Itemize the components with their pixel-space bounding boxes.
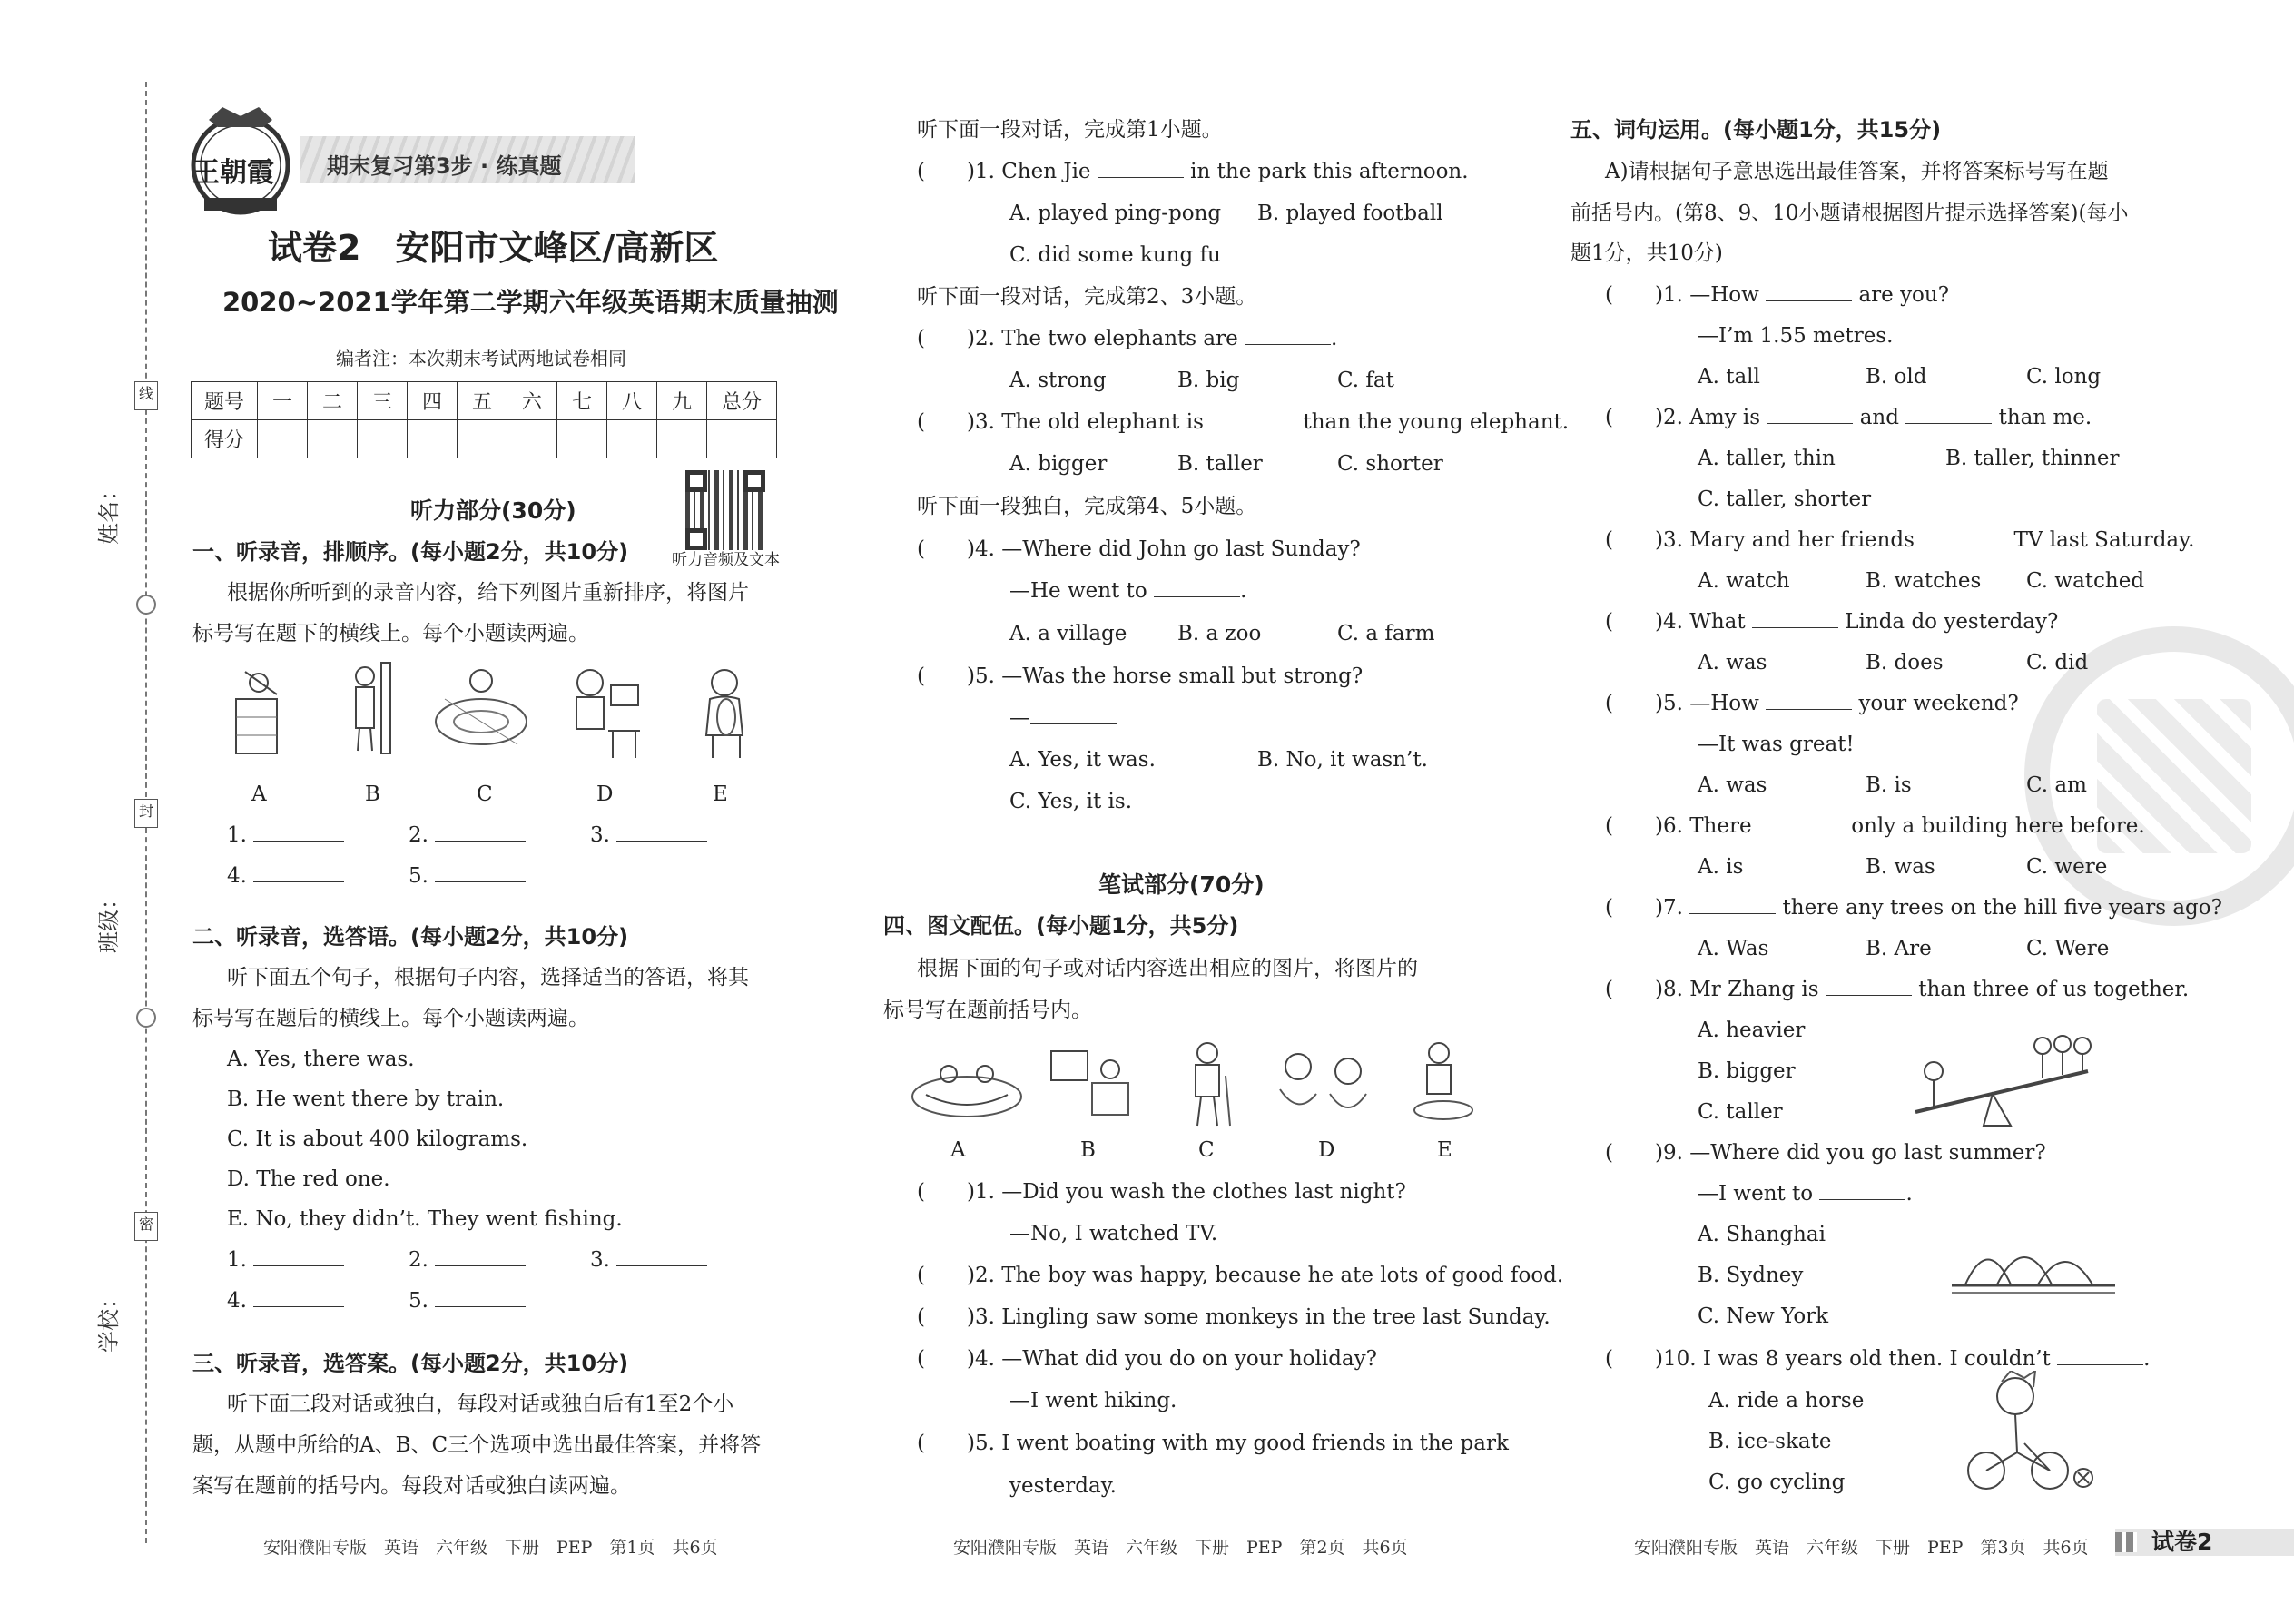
answer-blank[interactable] bbox=[1905, 405, 1992, 424]
picture-label: E bbox=[713, 782, 728, 806]
answer-number: 3. bbox=[590, 822, 707, 849]
question-reply: —No, I watched TV. bbox=[1009, 1222, 1218, 1245]
section4-instruction: 根据下面的句子或对话内容选出相应的图片，将图片的 bbox=[917, 957, 1418, 980]
option-text: A. was bbox=[1698, 773, 1767, 797]
exam-title: 试卷2 安阳市文峰区/高新区 bbox=[268, 228, 719, 268]
picture-label: D bbox=[1318, 1138, 1335, 1162]
picture-label: C bbox=[477, 782, 493, 806]
answer-blank[interactable] bbox=[435, 1288, 526, 1307]
section5-heading: 五、词句运用。(每小题1分，共15分) bbox=[1570, 117, 1942, 143]
score-header-cell: 六 bbox=[507, 382, 557, 420]
answer-blank[interactable] bbox=[1098, 159, 1184, 178]
score-header-cell: 总分 bbox=[707, 382, 777, 420]
answer-blank[interactable] bbox=[1030, 705, 1117, 724]
answer-number: 2. bbox=[409, 1246, 526, 1274]
option-text: C. were bbox=[2026, 855, 2108, 879]
option-text: C. am bbox=[2026, 773, 2087, 797]
option-text: B. Are bbox=[1866, 937, 1932, 960]
option-text: B. is bbox=[1866, 773, 1912, 797]
section3-instruction: 案写在题前的括号内。每段对话或独白读两遍。 bbox=[192, 1474, 631, 1498]
score-header-cell: 四 bbox=[408, 382, 458, 420]
section2-instruction: 标号写在题后的横线上。每个小题读两遍。 bbox=[192, 1007, 589, 1030]
answer-blank[interactable] bbox=[1154, 578, 1240, 597]
tv-picture-icon bbox=[1042, 1042, 1142, 1124]
question: ( )3. Lingling saw some monkeys in the tree last Sunday. bbox=[917, 1305, 1551, 1329]
answer-blank[interactable] bbox=[253, 1247, 344, 1266]
picture-e-icon bbox=[690, 663, 763, 763]
school-label: 学校： bbox=[96, 1287, 122, 1353]
question-reply: —It was great! bbox=[1698, 733, 1855, 756]
answer-blank[interactable] bbox=[253, 863, 344, 882]
answer-number: 5. bbox=[409, 1287, 526, 1314]
section5-instruction: 前括号内。(第8、9、10小题请根据图片提示选择答案)(每小 bbox=[1570, 202, 2129, 225]
option-text: C. long bbox=[2026, 365, 2102, 389]
section1-instruction: 标号写在题下的横线上。每个小题读两遍。 bbox=[192, 622, 589, 645]
class-label: 班级： bbox=[96, 888, 122, 953]
editor-note: 编者注：本次期末考试两地试卷相同 bbox=[336, 348, 626, 369]
option-text: B. No, it wasn’t. bbox=[1257, 748, 1428, 772]
answer-blank[interactable] bbox=[1758, 813, 1845, 832]
section4-heading: 四、图文配伍。(每小题1分，共5分) bbox=[883, 913, 1239, 939]
option-text: C. go cycling bbox=[1708, 1471, 1846, 1494]
score-header-cell: 题号 bbox=[192, 382, 258, 420]
section3-instruction: 听下面三段对话或独白，每段对话或独白后有1至2个小 bbox=[227, 1393, 734, 1416]
option-text: A. taller, thin bbox=[1698, 447, 1836, 470]
option-text: A. heavier bbox=[1698, 1019, 1806, 1042]
answer-blank[interactable] bbox=[2057, 1346, 2143, 1365]
question: ( )9. —Where did you go last summer? bbox=[1605, 1141, 2046, 1165]
food-picture-icon bbox=[1407, 1039, 1480, 1130]
option-text: A. is bbox=[1698, 855, 1744, 879]
banner-text: 期末复习第3步 · 练真题 bbox=[327, 153, 562, 179]
answer-number: 3. bbox=[590, 1246, 707, 1274]
question: ( )5. —Was the horse small but strong? bbox=[917, 664, 1364, 688]
question: ( )3. The old elephant is than the young elephant. bbox=[917, 410, 1570, 434]
answer-blank[interactable] bbox=[1210, 409, 1296, 428]
option-text: B. taller bbox=[1177, 452, 1263, 476]
option-text: C. taller bbox=[1698, 1100, 1783, 1124]
answer-blank[interactable] bbox=[1689, 895, 1776, 914]
section4-instruction: 标号写在题前括号内。 bbox=[883, 999, 1092, 1022]
binding-mark-secret: 密 bbox=[134, 1212, 158, 1241]
answer-blank[interactable] bbox=[1245, 326, 1331, 345]
section1-instruction: 根据你所听到的录音内容，给下列图片重新排序，将图片 bbox=[227, 581, 749, 605]
score-header-cell: 八 bbox=[607, 382, 657, 420]
dialog-intro: 听下面一段对话，完成第2、3小题。 bbox=[917, 285, 1257, 309]
option-text: B. taller, thinner bbox=[1945, 447, 2120, 470]
option-text: C. Were bbox=[2026, 937, 2110, 960]
option-text: B. played football bbox=[1257, 202, 1443, 225]
answer-blank[interactable] bbox=[435, 1247, 526, 1266]
picture-label: E bbox=[1437, 1138, 1452, 1162]
picture-d-icon bbox=[558, 663, 649, 763]
qr-caption: 听力音频及文本 bbox=[672, 551, 780, 569]
score-header-cell: 五 bbox=[458, 382, 507, 420]
binding-dot bbox=[136, 1008, 156, 1028]
score-table bbox=[191, 381, 777, 458]
answer-number: 5. bbox=[409, 862, 526, 890]
answer-blank[interactable] bbox=[616, 822, 707, 842]
question: ( )10. I was 8 years old then. I couldn’t . bbox=[1605, 1347, 2151, 1371]
answer-blank[interactable] bbox=[1826, 977, 1912, 996]
question-reply: —I went hiking. bbox=[1009, 1389, 1177, 1412]
question: ( )2. The two elephants are . bbox=[917, 327, 1338, 350]
section5-instruction: A)请根据句子意思选出最佳答案，并将答案标号写在题 bbox=[1605, 160, 2109, 183]
score-cell[interactable] bbox=[557, 420, 607, 458]
answer-number: 4. bbox=[227, 862, 344, 890]
option-text: A. a village bbox=[1009, 622, 1127, 645]
score-header-cell: 九 bbox=[657, 382, 707, 420]
answer-number: 1. bbox=[227, 822, 344, 849]
option-text: C. It is about 400 kilograms. bbox=[227, 1127, 528, 1151]
option-text: B. does bbox=[1866, 651, 1944, 674]
question: ( )7. there any trees on the hill five years ago? bbox=[1605, 896, 2222, 920]
binding-mark-line: 线 bbox=[134, 381, 158, 410]
answer-blank[interactable] bbox=[1819, 1181, 1905, 1200]
option-text: A. Yes, there was. bbox=[227, 1048, 415, 1071]
option-text: A. strong bbox=[1009, 369, 1107, 392]
option-text: A. Shanghai bbox=[1698, 1223, 1826, 1246]
score-row-label: 得分 bbox=[192, 420, 258, 458]
option-text: A. bigger bbox=[1009, 452, 1108, 476]
option-text: B. big bbox=[1177, 369, 1240, 392]
option-text: A. watch bbox=[1698, 569, 1790, 593]
page-footer: 安阳濮阳专版 英语 六年级 下册 PEP 第3页 共6页 bbox=[1634, 1538, 2089, 1558]
option-text: E. No, they didn’t. They went fishing. bbox=[227, 1207, 623, 1231]
option-text: B. ice-skate bbox=[1708, 1430, 1832, 1453]
score-header-cell: 七 bbox=[557, 382, 607, 420]
question: ( )4. —What did you do on your holiday? bbox=[917, 1347, 1377, 1371]
score-cell[interactable] bbox=[358, 420, 408, 458]
writing-title: 笔试部分(70分) bbox=[1098, 871, 1265, 898]
answer-blank[interactable] bbox=[1752, 609, 1838, 628]
question: ( )4. —Where did John go last Sunday? bbox=[917, 537, 1361, 561]
score-header-cell: 三 bbox=[358, 382, 408, 420]
listening-title: 听力部分(30分) bbox=[410, 497, 576, 524]
question: ( )1. Chen Jie in the park this afternoon. bbox=[917, 160, 1469, 183]
option-text: C. did bbox=[2026, 651, 2089, 674]
option-text: B. He went there by train. bbox=[227, 1088, 505, 1111]
opera-house-picture-icon bbox=[1947, 1225, 2120, 1298]
option-text: B. watches bbox=[1866, 569, 1982, 593]
picture-c-icon bbox=[427, 663, 536, 763]
option-text: A. was bbox=[1698, 651, 1767, 674]
option-text: A. tall bbox=[1698, 365, 1760, 389]
option-text: A. played ping-pong bbox=[1009, 202, 1222, 225]
picture-label: B bbox=[365, 782, 380, 806]
corner-squares-icon bbox=[2115, 1532, 2137, 1552]
option-text: C. taller, shorter bbox=[1698, 487, 1872, 511]
option-text: D. The red one. bbox=[227, 1167, 390, 1191]
dialog-intro: 听下面一段对话，完成第1小题。 bbox=[917, 118, 1223, 142]
question-reply: yesterday. bbox=[1009, 1474, 1117, 1498]
option-text: C. did some kung fu bbox=[1009, 243, 1221, 267]
option-text: C. shorter bbox=[1337, 452, 1443, 476]
question: ( )5. I went boating with my good friends in the park bbox=[917, 1432, 1509, 1455]
corner-tag: 试卷2 bbox=[2151, 1529, 2213, 1555]
section5-instruction: 题1分，共10分) bbox=[1570, 241, 1723, 265]
page-footer: 安阳濮阳专版 英语 六年级 下册 PEP 第1页 共6页 bbox=[263, 1538, 718, 1558]
score-cell[interactable] bbox=[308, 420, 358, 458]
score-cell[interactable] bbox=[707, 420, 777, 458]
brand-logo bbox=[182, 100, 300, 218]
dialog-intro: 听下面一段独白，完成第4、5小题。 bbox=[917, 495, 1257, 518]
answer-blank[interactable] bbox=[616, 1247, 707, 1266]
option-text: B. a zoo bbox=[1177, 622, 1262, 645]
question: ( )2. Amy is and than me. bbox=[1605, 406, 2092, 429]
binding-dot bbox=[136, 595, 156, 615]
option-text: C. watched bbox=[2026, 569, 2145, 593]
option-text: C. a farm bbox=[1337, 622, 1435, 645]
question: ( )4. What Linda do yesterday? bbox=[1605, 610, 2059, 634]
question: ( )1. —Did you wash the clothes last night? bbox=[917, 1180, 1406, 1204]
section3-heading: 三、听录音，选答案。(每小题2分，共10分) bbox=[192, 1351, 629, 1376]
score-header-cell: 一 bbox=[258, 382, 308, 420]
seesaw-picture-icon bbox=[1906, 1035, 2097, 1135]
question: ( )2. The boy was happy, because he ate lots of good food. bbox=[917, 1264, 1564, 1287]
question: ( )6. There only a building here before. bbox=[1605, 814, 2145, 838]
option-text: B. was bbox=[1866, 855, 1935, 879]
question-reply: — bbox=[1009, 704, 1117, 732]
answer-blank[interactable] bbox=[253, 822, 344, 842]
picture-b-icon bbox=[345, 658, 409, 758]
monkeys-picture-icon bbox=[1271, 1044, 1380, 1126]
option-text: B. old bbox=[1866, 365, 1927, 389]
answer-blank[interactable] bbox=[1921, 527, 2007, 546]
name-label: 姓名： bbox=[96, 479, 122, 545]
answer-blank[interactable] bbox=[435, 863, 526, 882]
question-reply: —I’m 1.55 metres. bbox=[1698, 324, 1894, 348]
score-cell[interactable] bbox=[607, 420, 657, 458]
question: ( )3. Mary and her friends TV last Saturday. bbox=[1605, 528, 2195, 552]
section2-instruction: 听下面五个句子，根据句子内容，选择适当的答语，将其 bbox=[227, 966, 749, 989]
answer-blank[interactable] bbox=[253, 1288, 344, 1307]
cycling-girl-picture-icon bbox=[1961, 1371, 2097, 1498]
section2-heading: 二、听录音，选答语。(每小题2分，共10分) bbox=[192, 924, 629, 950]
hiking-picture-icon bbox=[1176, 1039, 1239, 1130]
question-reply: —I went to . bbox=[1698, 1182, 1913, 1206]
answer-number: 1. bbox=[227, 1246, 344, 1274]
question: ( )1. —How are you? bbox=[1605, 283, 1950, 307]
score-cell[interactable] bbox=[507, 420, 557, 458]
score-cell[interactable] bbox=[258, 420, 308, 458]
answer-blank[interactable] bbox=[1766, 282, 1852, 301]
answer-number: 4. bbox=[227, 1287, 344, 1314]
option-text: B. Sydney bbox=[1698, 1264, 1804, 1287]
option-text: A. ride a horse bbox=[1708, 1389, 1865, 1412]
exam-subtitle: 2020~2021学年第二学期六年级英语期末质量抽测 bbox=[222, 287, 839, 318]
option-text: B. bigger bbox=[1698, 1059, 1796, 1083]
question: ( )8. Mr Zhang is than three of us together. bbox=[1605, 978, 2190, 1001]
section3-instruction: 题，从题中所给的A、B、C三个选项中选出最佳答案，并将答 bbox=[192, 1433, 762, 1457]
option-text: C. Yes, it is. bbox=[1009, 790, 1133, 813]
page-footer: 安阳濮阳专版 英语 六年级 下册 PEP 第2页 共6页 bbox=[953, 1538, 1408, 1558]
picture-label: C bbox=[1198, 1138, 1215, 1162]
picture-label: A bbox=[950, 1138, 966, 1162]
answer-number: 2. bbox=[409, 822, 526, 849]
picture-label: A bbox=[251, 782, 267, 806]
picture-label: D bbox=[596, 782, 614, 806]
question-reply: —He went to . bbox=[1009, 579, 1247, 603]
score-cell[interactable] bbox=[458, 420, 507, 458]
option-text: A. Was bbox=[1698, 937, 1769, 960]
brand-text: 王朝霞 bbox=[192, 157, 274, 189]
score-header-cell: 二 bbox=[308, 382, 358, 420]
question: ( )5. —How your weekend? bbox=[1605, 692, 2019, 715]
option-text: C. fat bbox=[1337, 369, 1394, 392]
score-cell[interactable] bbox=[657, 420, 707, 458]
option-text: C. New York bbox=[1698, 1304, 1829, 1328]
boating-picture-icon bbox=[908, 1042, 1026, 1124]
qr-code[interactable] bbox=[685, 470, 765, 550]
option-text: A. Yes, it was. bbox=[1009, 748, 1156, 772]
picture-label: B bbox=[1080, 1138, 1096, 1162]
binding-mark-seal: 封 bbox=[134, 799, 158, 828]
answer-blank[interactable] bbox=[1767, 405, 1853, 424]
answer-blank[interactable] bbox=[1766, 691, 1852, 710]
section1-heading: 一、听录音，排顺序。(每小题2分，共10分) bbox=[192, 539, 629, 565]
picture-a-icon bbox=[222, 663, 295, 763]
answer-blank[interactable] bbox=[435, 822, 526, 842]
score-cell[interactable] bbox=[408, 420, 458, 458]
